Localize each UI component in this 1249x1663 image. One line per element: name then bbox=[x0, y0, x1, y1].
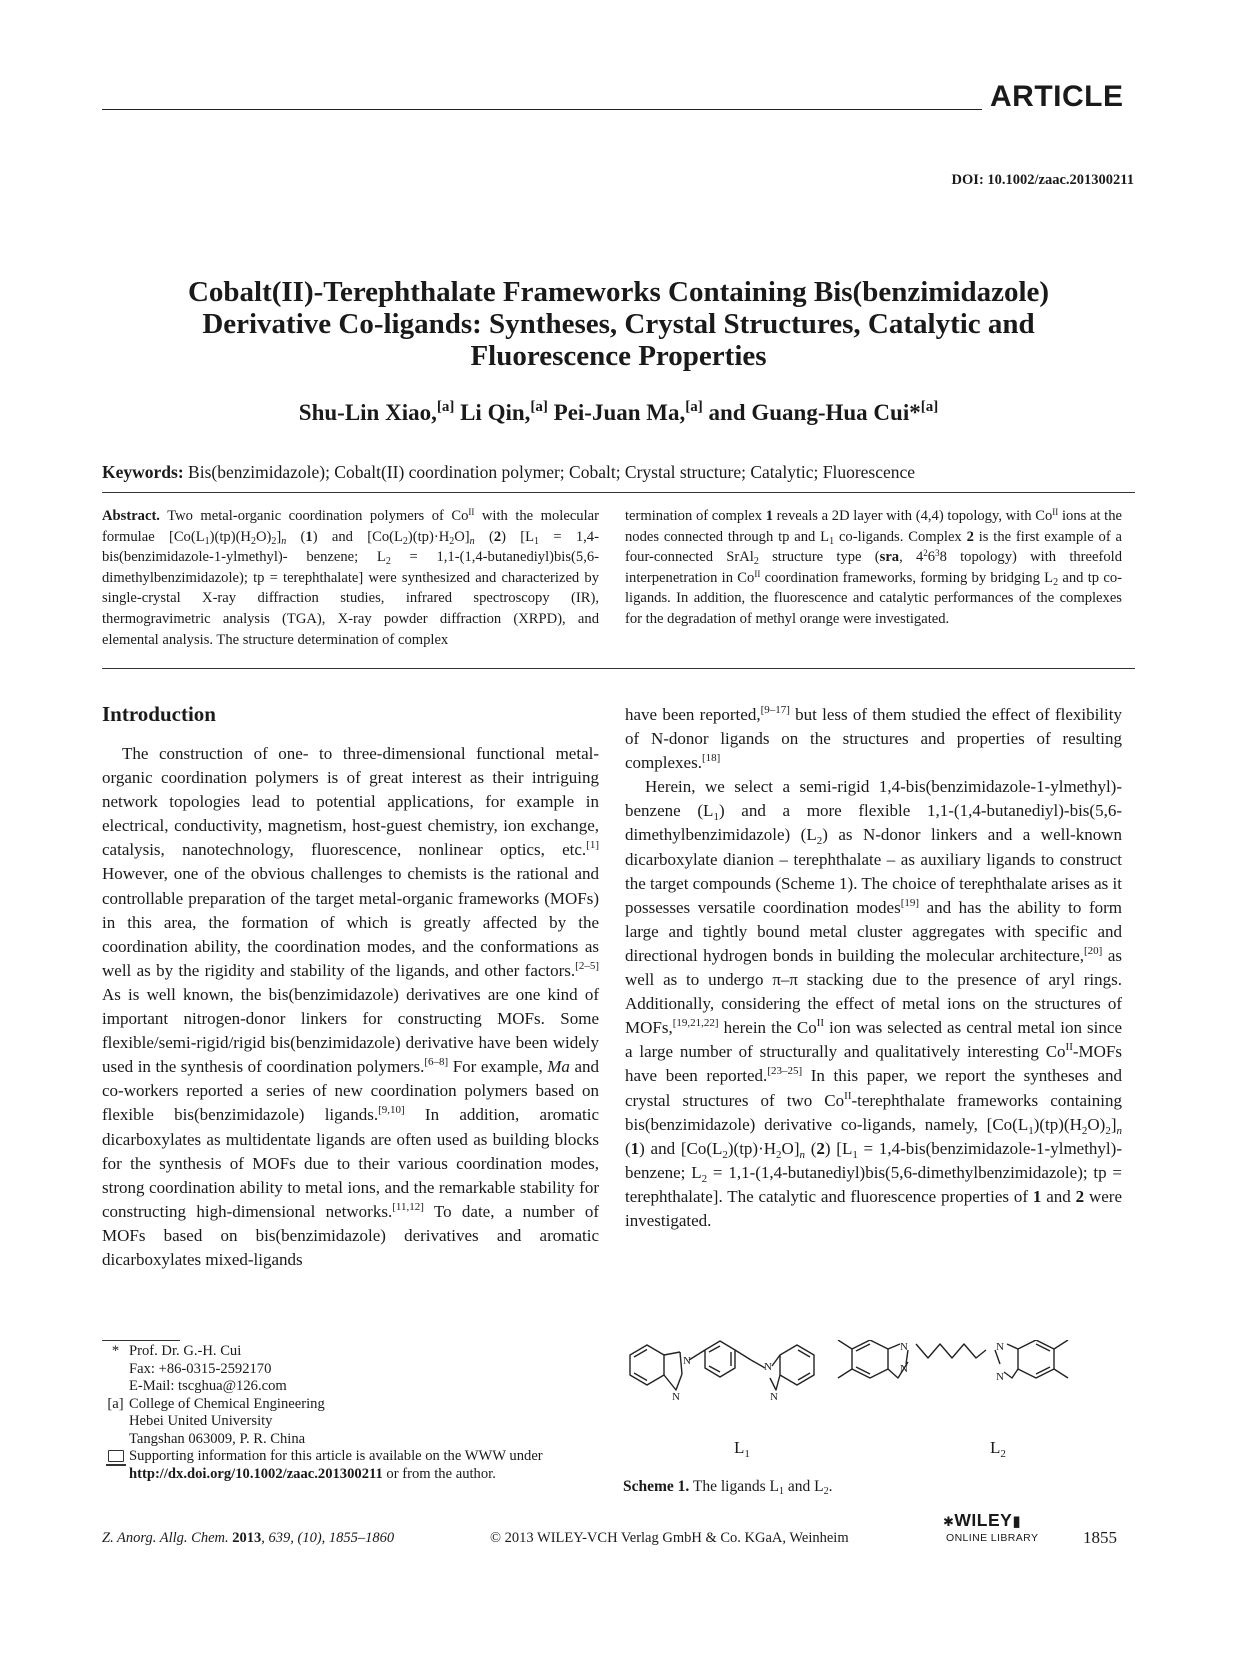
abstract-rule bbox=[102, 668, 1135, 669]
abstract-column-left: Abstract. Two metal-organic coordination polymers of $Co^{II}$ with the molecular formulae $[Co(L_1)(tp)(H_2O)_2]_n$ (1) and $[Co(L_2)(tp)\cdot H_2O]_n$ (2) [$L_1$ = 1,4-bis(benzimidazole-1-ylmethyl)- benzene; $L_2$ = 1,1-(1,4-butanediyl)bis(5,6-dimethylbenzimidazole); tp = terephthalate] were synthesized and characterized by single-crystal X-ray diffraction studies, infrared spectroscopy (IR), thermogravimetric analysis (TGA), X-ray powder diffraction (XRPD), and elemental analysis. The structure determination of complex bbox=[102, 507, 599, 648]
body-column-right bbox=[625, 703, 1122, 1233]
footnote-rule bbox=[102, 1340, 180, 1341]
doi: DOI: 10.1002/zaac.201300211 bbox=[951, 172, 1134, 188]
atom-label: N bbox=[996, 1371, 1004, 1383]
title-line: Derivative Co-ligands: Syntheses, Crystal Structures, Catalytic and bbox=[202, 308, 1035, 340]
page-number: 1855 bbox=[1083, 1528, 1117, 1547]
scheme-ligand-structures bbox=[620, 1340, 1125, 1465]
atom-label: N bbox=[770, 1391, 778, 1403]
footnote-supporting-info: Supporting information for this article is available on the WWW under http://dx.doi.org/10.1002/zaac.201300211 or from the author. bbox=[102, 1448, 602, 1483]
atom-label: N bbox=[672, 1391, 680, 1403]
title-line: Cobalt(II)-Terephthalate Frameworks Containing Bis(benzimidazole) bbox=[187, 276, 1050, 308]
section-label: ARTICLE bbox=[990, 80, 1124, 113]
ligand-L1-structure bbox=[630, 1341, 814, 1390]
paragraph: The construction of one- to three-dimensional functional metal-organic coordination polymers is of great interest as their intriguing network topologies lead to potential applications, for example in electrical, conductivity, magnetism, host-guest chemistry, ion exchange, catalysis, nanotechnology, fluorescence, nonlinear optics, etc.[1] However, one of the obvious challenges to chemists is the rational and controllable preparation of the target metal-organic frameworks (MOFs) in this area, the formation of which is greatly affected by the coordination ability, the coordination modes, and the conformations as well as by the rigidity and stability of the ligands, and other factors.[2–5] As is well known, the bis(benzimidazole) derivatives are one kind of important nitrogen-donor linkers for constructing MOFs. Some flexible/semi-rigid/rigid bis(benzimidazole) derivative have been widely used in the synthesis of coordination polymers.[6–8] For example, Ma and co-workers reported a series of new coordination polymers based on flexible bis(benzimidazole) ligands.[9,10] In addition, aromatic dicarboxylates as multidentate ligands are often used as building blocks for the synthesis of MOFs due to their various coordination modes, strong coordination ability to metal ions, and the remarkable stability for constructing high-dimensional networks.[11,12] To date, a number of MOFs based on bis(benzimidazole) derivatives and aromatic dicarboxylates mixed-ligands bbox=[102, 744, 600, 1269]
wiley-logo-icon: ✱ bbox=[943, 1514, 955, 1529]
keywords: Keywords: Bis(benzimidazole); Cobalt(II) coordination polymer; Cobalt; Crystal structure; Catalytic; Fluorescence bbox=[102, 462, 916, 482]
atom-label: N bbox=[996, 1341, 1004, 1353]
computer-icon bbox=[108, 1450, 124, 1462]
scheme-caption: Scheme 1. The ligands $L_1$ and $L_2$. bbox=[623, 1478, 833, 1497]
footnote-affiliation: [a] College of Chemical Engineering Hebei United University Tangshan 063009, P. R. China bbox=[107, 1395, 325, 1447]
title-line: Fluorescence Properties bbox=[470, 340, 767, 372]
author-list: Shu-Lin Xiao,[a] Li Qin,[a] Pei-Juan Ma,[a] and Guang-Hua Cui*[a] bbox=[298, 399, 939, 425]
atom-label: N bbox=[683, 1355, 691, 1367]
footnotes bbox=[102, 1343, 602, 1483]
ligand-L2-structure bbox=[838, 1340, 1068, 1378]
journal-citation: Z. Anorg. Allg. Chem. 2013, 639, (10), 1855–1860 bbox=[102, 1530, 395, 1546]
atom-label: N bbox=[764, 1361, 772, 1373]
footnote-corresponding: * Prof. Dr. G.-H. Cui Fax: +86-0315-2592170 E-Mail: tscghua@126.com bbox=[111, 1343, 287, 1394]
wiley-logo: ✱WILEY▮ ONLINE LIBRARY bbox=[943, 1510, 1039, 1544]
book-icon: ▮ bbox=[1012, 1513, 1022, 1530]
article-title bbox=[102, 276, 1135, 372]
ligand-label-L1: $L_1$ bbox=[734, 1438, 750, 1460]
paragraph: Herein, we select a semi-rigid 1,4-bis(benzimidazole-1-ylmethyl)-benzene $(L_1)$ and a more flexible 1,1-(1,4-butanediyl)-bis(5,6-dimethylbenzimidazole) $(L_2)$ as N-donor linkers and a well-known dicarboxylate dianion – terephthalate – as auxiliary ligands to construct the target compounds (Scheme 1). The choice of terephthalate arises as it possesses versatile coordination modes[19] and has the ability to form large and tightly bound metal cluster aggregates with specific and directional hydrogen bonds in building the molecular architecture,[20] as well as to undergo π–π stacking due to the presence of aryl rings. Additionally, considering the effect of metal ions on the structures of MOFs,[19,21,22] herein the $Co^{II}$ ion was selected as central metal ion since a large number of structurally and qualitatively interesting $Co^{II}$-MOFs have been reported.[23–25] In this paper, we report the syntheses and crystal structures of two $Co^{II}$-terephthalate frameworks containing bis(benzimidazole) derivative co-ligands, namely, $[Co(L_1)(tp)(H_2O)_2]_n$ (1) and $[Co(L_2)(tp)\cdot H_2O]_n$ (2) [$L_1$ = 1,4-bis(benzimidazole-1-ylmethyl)-benzene; $L_2$ = 1,1-(1,4-butanediyl)bis(5,6-dimethylbenzimidazole); tp = terephthalate]. The catalytic and fluorescence properties of 1 and 2 were investigated. bbox=[625, 777, 1123, 1230]
body-column-left bbox=[102, 742, 599, 1272]
paragraph: have been reported,[9–17] but less of them studied the effect of flexibility of N-donor ligands on the structures and properties of resulting complexes.[18] bbox=[625, 704, 1122, 773]
copyright: © 2013 WILEY-VCH Verlag GmbH & Co. KGaA, Weinheim bbox=[490, 1530, 849, 1546]
atom-label: N bbox=[900, 1341, 908, 1353]
supporting-info-link[interactable]: http://dx.doi.org/10.1002/zaac.201300211 bbox=[129, 1465, 383, 1482]
atom-label: N bbox=[900, 1363, 908, 1375]
section-heading: Introduction bbox=[102, 702, 216, 726]
header-rule bbox=[102, 109, 982, 110]
keywords-rule bbox=[102, 492, 1135, 493]
ligand-label-L2: $L_2$ bbox=[990, 1438, 1006, 1460]
abstract-column-right: termination of complex 1 reveals a 2D layer with (4,4) topology, with $Co^{II}$ ions at the nodes connected through tp and $L_1$ co-ligands. Complex 2 is the first example of a four-connected SrAl$_2$ structure type (sra, $4^26^38$ topology) with threefold interpenetration in $Co^{II}$ coordination frameworks, forming by bridging $L_2$ and tp co-ligands. In addition, the fluorescence and catalytic performances of the complexes for the degradation of methyl orange were investigated. bbox=[625, 507, 1122, 627]
